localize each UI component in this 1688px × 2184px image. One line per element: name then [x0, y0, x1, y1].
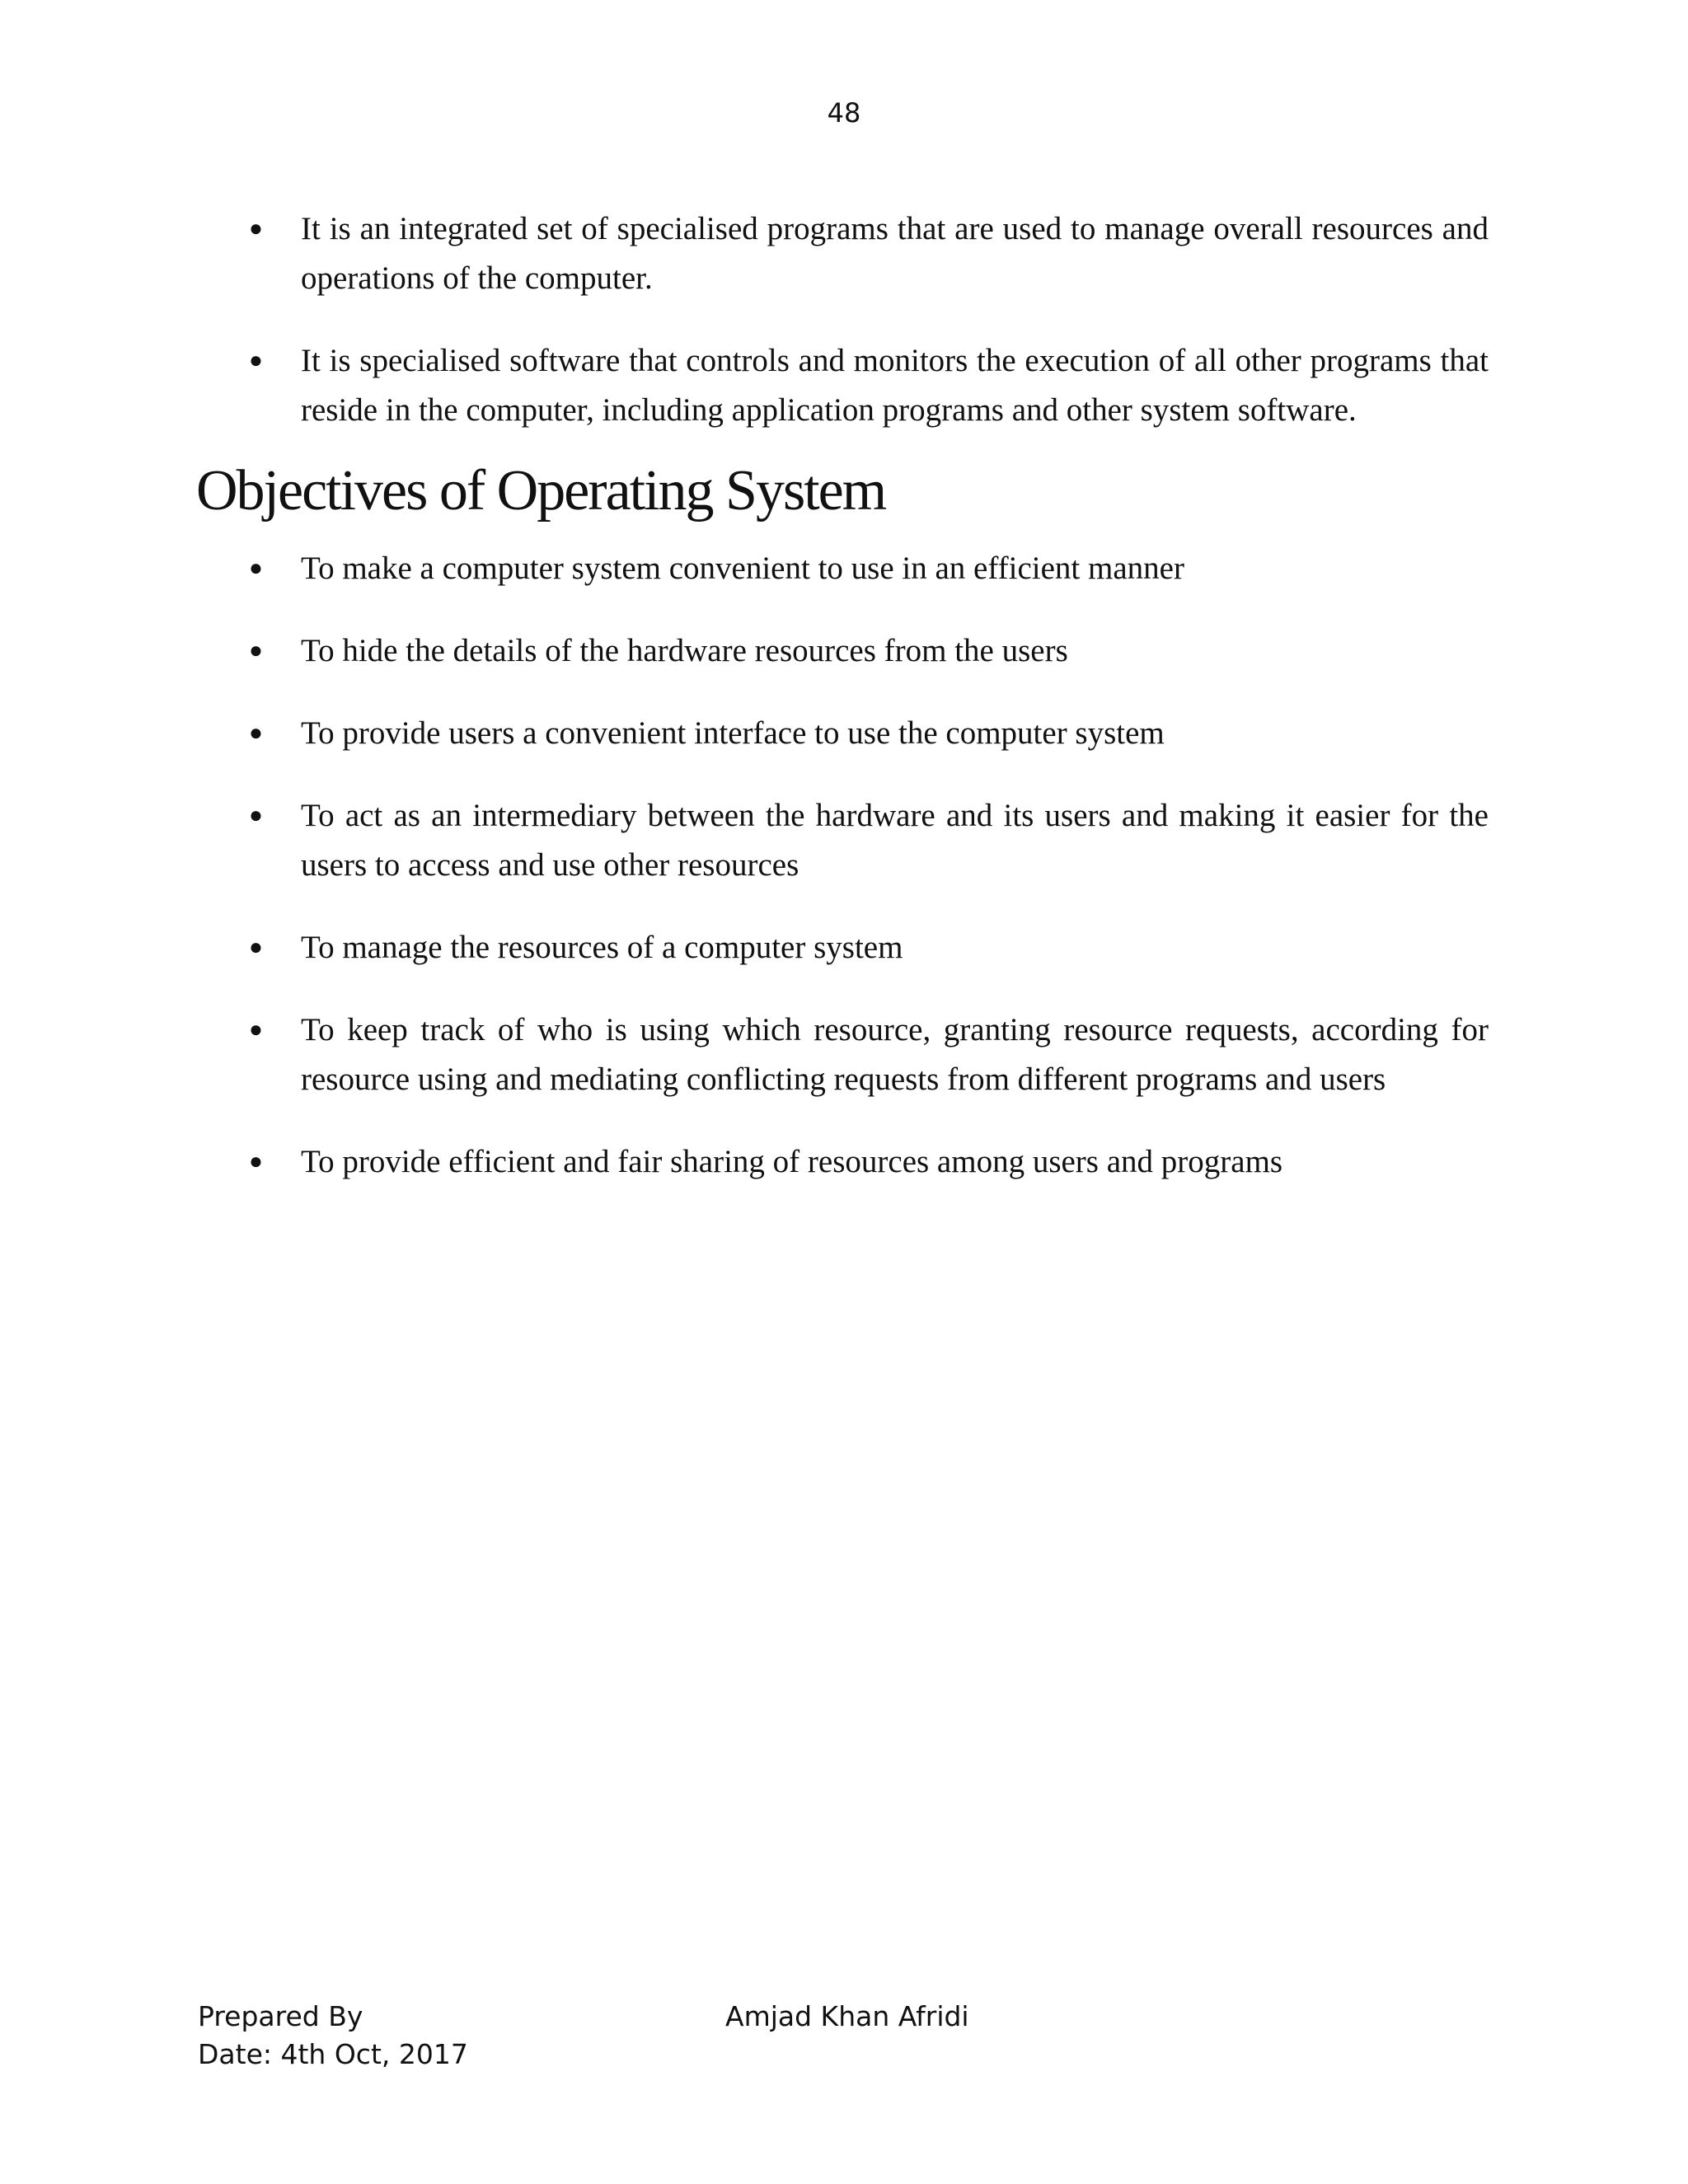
bullet-icon: ● [249, 555, 263, 581]
bullet-icon: ● [249, 935, 263, 960]
list-item-text: To provide efficient and fair sharing of resources among users and programs [301, 1144, 1283, 1179]
list-item-text: To manage the resources of a computer system [301, 930, 903, 965]
bullet-icon: ● [249, 803, 263, 828]
list-item [196, 791, 1489, 890]
list-item [196, 923, 1489, 972]
date-line: Date: 4th Oct, 2017 [198, 2038, 468, 2070]
list-item-text: To keep track of who is using which resource, granting resource requests, according for resource using and mediating conflicting requests from different programs and users [301, 1012, 1489, 1097]
list-item-text: It is an integrated set of specialised programs that are used to manage overall resources and operations of the computer. [301, 211, 1489, 296]
page-number: 48 [827, 97, 861, 129]
list-item [196, 204, 1489, 303]
list-item-text: It is specialised software that controls and monitors the execution of all other programs that reside in the computer, including application programs and other system software. [301, 343, 1489, 428]
list-item [196, 709, 1489, 758]
prepared-by-label: Prepared By [198, 2000, 363, 2032]
list-item [196, 626, 1489, 676]
bullet-icon: ● [249, 1149, 263, 1174]
bullet-icon: ● [249, 216, 263, 241]
objectives-bullet-list [196, 544, 1489, 1220]
list-item [196, 544, 1489, 593]
list-item-text: To provide users a convenient interface to use the computer system [301, 715, 1165, 751]
list-item-text: To make a computer system convenient to use in an efficient manner [301, 551, 1184, 586]
list-item [196, 1005, 1489, 1104]
bullet-icon: ● [249, 720, 263, 746]
bullet-icon: ● [249, 348, 263, 373]
bullet-icon: ● [249, 638, 263, 663]
list-item [196, 336, 1489, 435]
author-name: Amjad Khan Afridi [725, 2000, 969, 2032]
list-item-text: To act as an intermediary between the hardware and its users and making it easier for the users to access and use other resources [301, 798, 1489, 883]
intro-bullet-list [196, 204, 1489, 468]
section-heading: Objectives of Operating System [196, 459, 886, 523]
bullet-icon: ● [249, 1017, 263, 1043]
list-item [196, 1137, 1489, 1187]
list-item-text: To hide the details of the hardware resources from the users [301, 633, 1068, 668]
